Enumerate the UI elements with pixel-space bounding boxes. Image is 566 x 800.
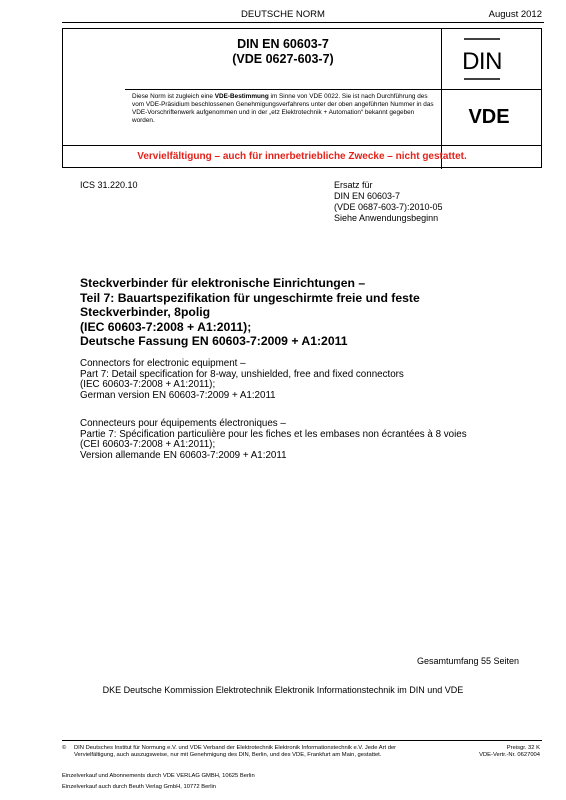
- replacement-line: Ersatz für: [334, 180, 373, 190]
- din-logo-icon: [462, 36, 502, 82]
- title-german-line: (IEC 60603-7:2008 + A1:2011);: [80, 319, 252, 334]
- document-number: [125, 37, 441, 67]
- replacement-line: Siehe Anwendungsbeginn: [334, 213, 439, 223]
- norm-type-label: DEUTSCHE NORM: [241, 9, 325, 20]
- vde-note-post: im Sinne von VDE 0022. Sie ist nach Durchführung des vom VDE-Präsidium beschlossenen Genehmigungsverfahrens unter der oben angeführten Nummer in das VDE-Vorschriftenwerk aufgenommen und in der „etz Elektrotechnik + Automation“ bekannt gegeben worden.: [132, 93, 434, 125]
- title-german-line: Deutsche Fassung EN 60603-7:2009 + A1:2011: [80, 334, 348, 349]
- document-number-vde: (VDE 0627-603-7): [232, 52, 334, 66]
- standard-header-box: [62, 28, 542, 168]
- title-german-line: Steckverbinder, 8polig: [80, 305, 211, 320]
- footer-rule: [62, 740, 542, 741]
- copyright-text: DIN Deutsches Institut für Normung e.V. und VDE Verband der Elektrotechnik Elektronik Informationstechnik e.V. Jede Art der Vervielfältigung, auch auszugsweise, nur mit Genehmigung des DIN, Berlin, und des VDE, Frankfurt am Main, gestattet.: [74, 745, 397, 759]
- vde-designation-note: [132, 93, 437, 125]
- replacement-line: DIN EN 60603-7: [334, 191, 401, 201]
- title-german-line: Steckverbinder für elektronische Einrichtungen –: [80, 276, 366, 290]
- sales-beuth: Einzelverkauf auch durch Beuth Verlag GmbH, 10772 Berlin: [62, 783, 217, 790]
- warning-divider: [63, 145, 541, 146]
- title-english-line: Part 7: Detail specification for 8-way, unshielded, free and fixed connectors: [80, 368, 404, 380]
- din-logo-text: DIN: [462, 48, 502, 75]
- title-english-line: German version EN 60603-7:2009 + A1:2011: [80, 389, 276, 401]
- title-english-line: Connectors for electronic equipment –: [80, 358, 246, 369]
- header-rule: [62, 22, 544, 23]
- title-english: [80, 359, 540, 401]
- vde-note-pre: Diese Norm ist zugleich eine: [132, 93, 215, 100]
- price-group: Preisgr. 32 K: [506, 745, 540, 751]
- title-french-line: Connecteurs pour équipements électroniques –: [80, 418, 286, 429]
- ics-code: ICS 31.220.10: [80, 180, 138, 190]
- replacement-line: (VDE 0687-603-7):2010-05: [334, 202, 443, 212]
- title-german: [80, 276, 540, 349]
- vde-logo-text: VDE: [468, 106, 510, 127]
- header-box-divider: [125, 89, 541, 90]
- replacement-info: [334, 180, 443, 224]
- publication-date: August 2012: [488, 9, 542, 20]
- title-french-line: Partie 7: Spécification particulière pour les fiches et les embases non écrantées à 8 voies: [80, 428, 467, 440]
- vde-note-bold: VDE-Bestimmung: [214, 93, 269, 100]
- title-english-line: (IEC 60603-7:2008 + A1:2011);: [80, 379, 216, 391]
- reproduction-warning: Vervielfältigung – auch für innerbetriebliche Zwecke – nicht gestattet.: [137, 151, 467, 162]
- vde-order-number: VDE-Vertr.-Nr. 0627004: [479, 752, 540, 759]
- document-number-din: DIN EN 60603-7: [237, 37, 329, 51]
- title-french-line: Version allemande EN 60603-7:2009 + A1:2011: [80, 449, 287, 461]
- dke-commission: DKE Deutsche Kommission Elektrotechnik Elektronik Informationstechnik im DIN und VDE: [102, 685, 464, 695]
- price-info: [479, 745, 540, 760]
- title-french: [80, 419, 550, 461]
- logo-column-divider: [441, 29, 442, 169]
- sales-vde: Einzelverkauf und Abonnements durch VDE VERLAG GMBH, 10625 Berlin: [62, 773, 255, 779]
- title-french-line: (CEI 60603-7:2008 + A1:2011);: [80, 439, 216, 451]
- title-german-line: Teil 7: Bauartspezifikation für ungeschirmte freie und feste: [80, 290, 420, 305]
- copyright-icon: ©: [62, 745, 67, 751]
- total-pages: Gesamtumfang 55 Seiten: [416, 656, 519, 666]
- sales-info: [62, 771, 255, 792]
- vde-logo-icon: [454, 105, 524, 127]
